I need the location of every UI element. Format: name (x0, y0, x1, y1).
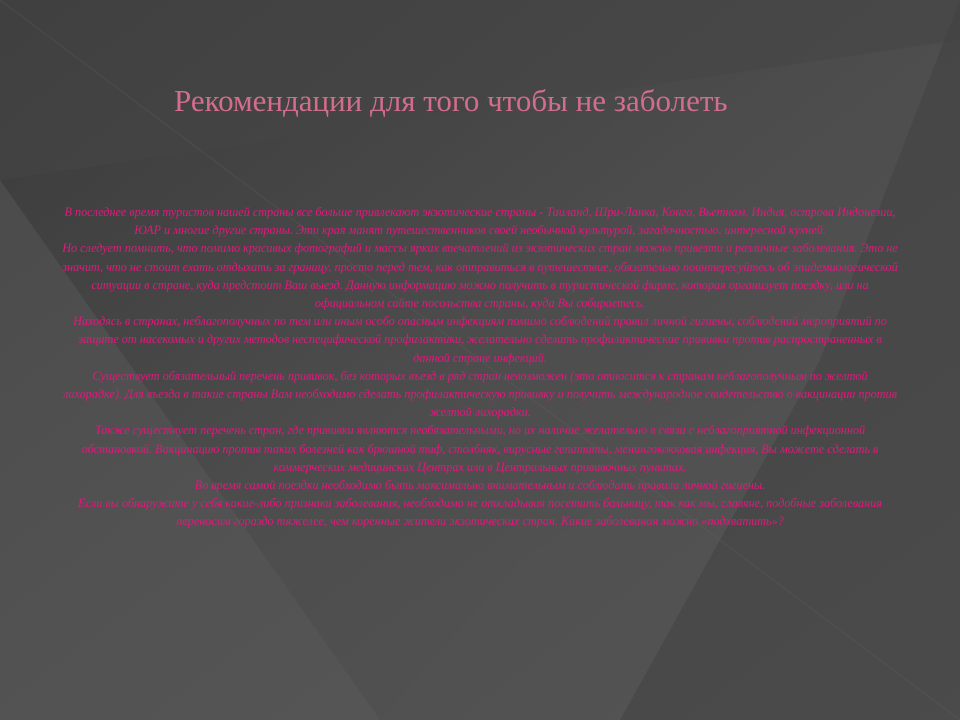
body-paragraph: Находясь в странах, неблагополучных по тем или иным особо опасным инфекциям помимо соблюдений правил личной гигиены, соблюдений мероприятий по защите от насекомых и других методов неспецифической профилактики, желательно сделать профилактические прививки против распространенных в данной стране инфекций. (73, 314, 887, 365)
slide-title: Рекомендации для того чтобы не заболеть (174, 83, 728, 118)
body-paragraph: Во время самой поездки необходимо быть максимально внимательным и соблюдать правила личной гигиены. (194, 478, 766, 493)
body-paragraph: В последнее время туристов нашей страны все больше привлекают экзотические страны - Таиланд, Шри-Ланка, Конго, Вьетнам, Индия, острова Индонезии, ЮАР и многие другие страны. Эти края манят путешественников своей необычной культурой, загадочностью, интересной кухней. (64, 205, 896, 238)
body-paragraph: Также существует перечень стран, где прививки являются необязательными, но их наличие желательно в связи с неблагоприятной инфекционной обстановкой. Вакцинацию против таких болезней как брюшной тиф, столбняк, вирусные гепатиты, менингококковая инфекция, Вы можете сделать в коммерческих медицинских Центрах или в Центральных прививочных пунктах. (81, 423, 879, 474)
body-paragraph: Если вы обнаружите у себя какие-либо признаки заболевания, необходимо не откладывая посетить больницу, так как мы, славяне, подобные заболевания переносим гораздо тяжелее, чем коренные жители экзотических стран. Какие заболевания можно «подхватить»? (78, 496, 882, 529)
slide-body (62, 203, 898, 531)
body-paragraph: Существует обязательный перечень прививок, без которых въезд в ряд стран невозможен (это относится к странам неблагополучным по желтой лихорадке). Для въезда в такие страны Вам необходимо сделать профилактическую прививку и получить международное свидетельство о вакцинации против желтой лихорадки. (63, 368, 897, 420)
body-paragraph: Но следует помнить, что помимо красивых фотографий и массы ярких впечатлений из экзотических стран можно привезти и различные заболевания. Это не значит, что не стоит ехать отдыхать за границу, просто перед тем, как отправиться в путешествие, обязательно поинтересуйтесь об эпидемиологической ситуации в стране, куда предстоит Ваш выезд. Данную информацию можно получить в туристической фирме, которая организует поездку, или на официальном сайте посольства страны, куда Вы собираетесь. (62, 241, 898, 311)
